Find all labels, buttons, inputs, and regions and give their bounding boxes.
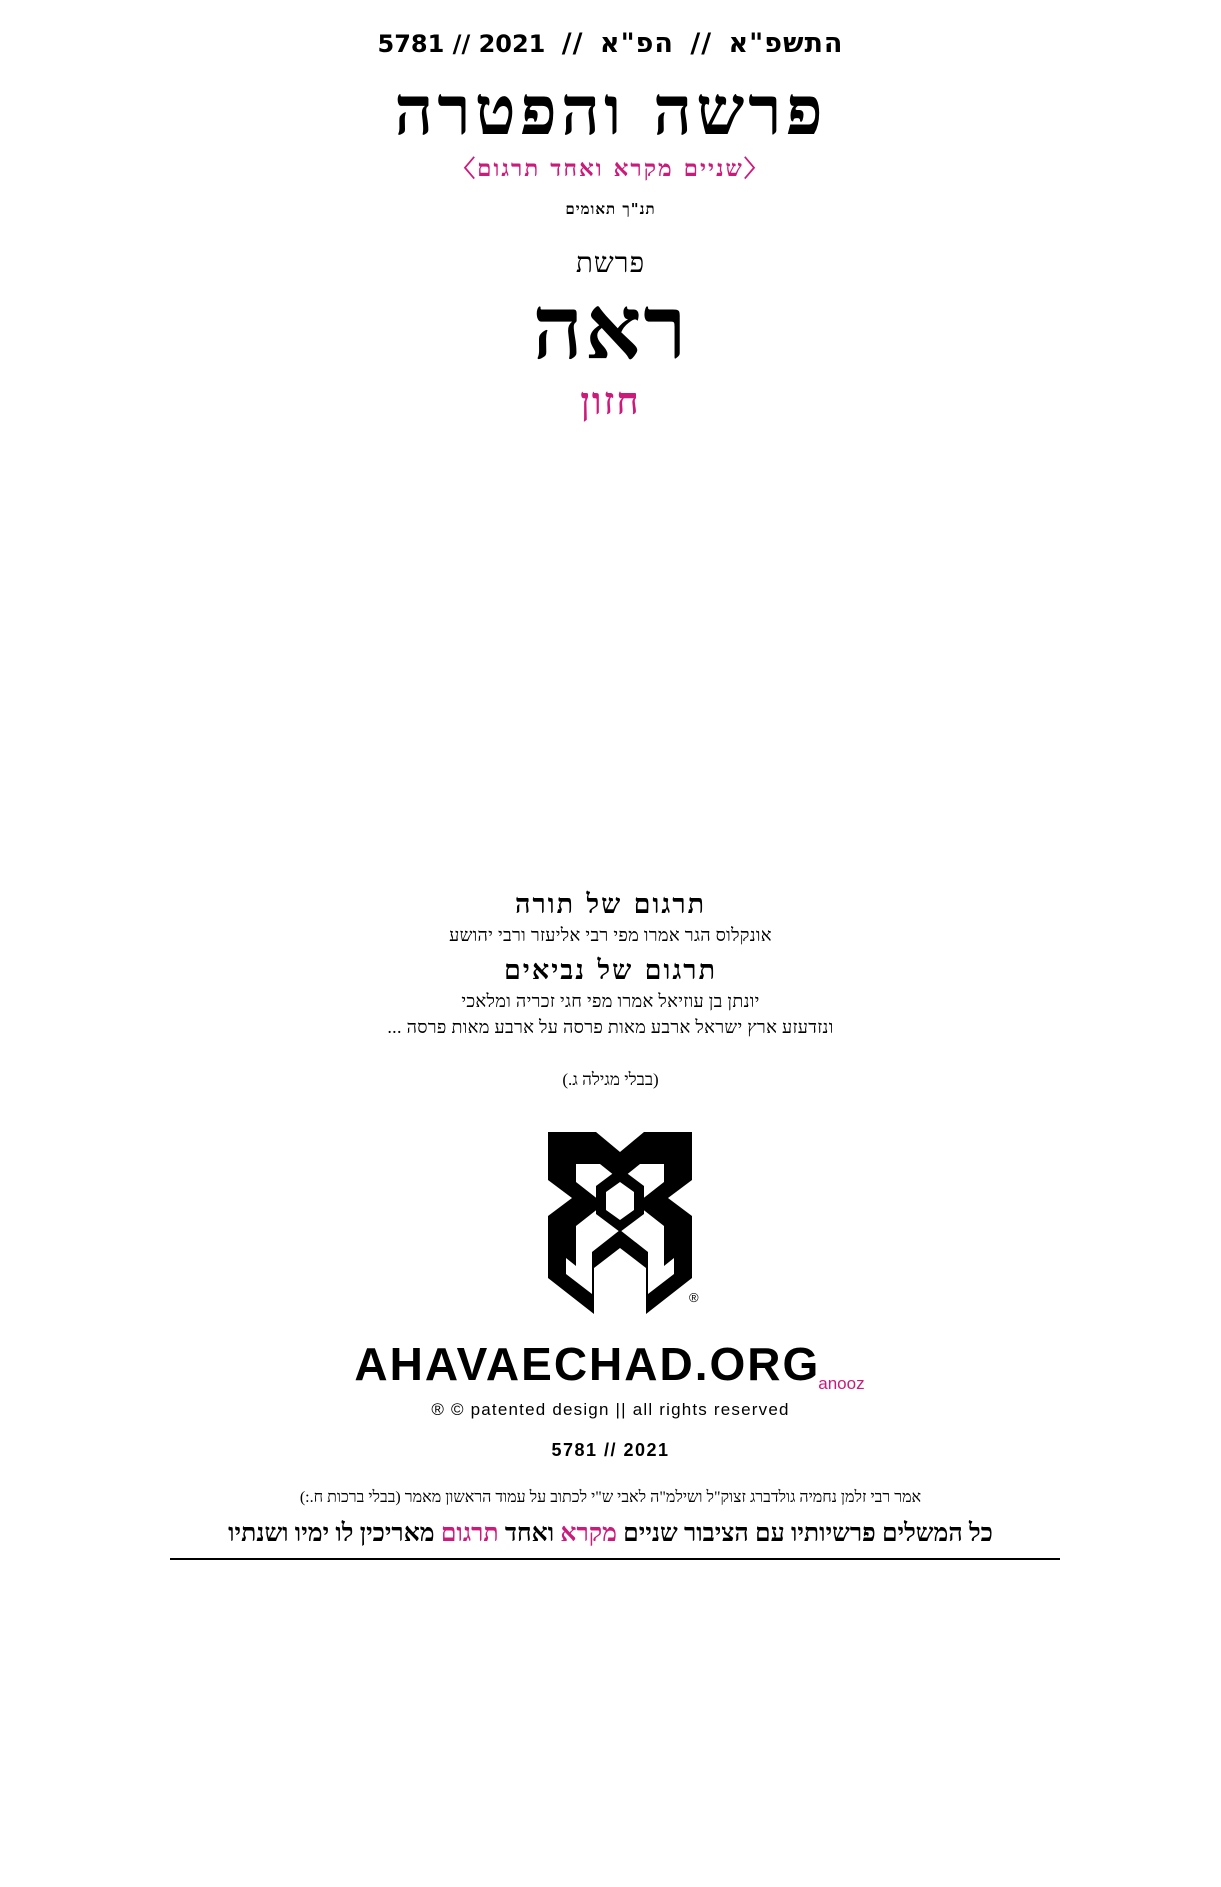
header-book-abbrev: הפ"א [599,28,674,59]
page-subtitle-pink: 〈שניים מקרא ואחד תרגום〉 [452,155,769,182]
credits-neviim-heading: תרגום של נביאים [503,954,718,986]
year-line: 5781 // 2021 [551,1440,670,1460]
rights-line: ® © patented design || all rights reserved [431,1400,790,1419]
site-name-text: AHAVAECHAD.ORG [354,1338,821,1390]
header-separator-1: // [690,28,713,59]
credits-neviim-text-2: ונזדעזע ארץ ישראל ארבע מאות פרסה על ארבע מאות פרסה ... [387,1016,834,1037]
header-line [0,28,1221,59]
credits-torah-text: אונקלוס הגר אמרו מפי רבי אליעזר ורבי יהושע [449,924,772,945]
footer-divider [170,1558,1060,1560]
header-hebrew-year: התשפ"א [728,28,844,59]
credits-neviim-text-1: יונתן בן עוזיאל אמרו מפי חגי זכריה ומלאכי [461,990,760,1011]
footer-big-targum: תרגום [440,1520,499,1547]
site-name-suffix: anooz [818,1374,865,1393]
parasha-sub-name: חזון [580,378,641,423]
ahavaechad-logo [0,1128,1221,1333]
page-subtitle-small: תנ"ך תאומים [565,200,656,218]
parasha-name: ראה [532,275,689,379]
footer-big-start: כל המשלים פרשיותיו עם הציבור שניים [616,1520,993,1547]
registered-mark-icon: ® [689,1290,699,1305]
page-title: פרשה והפטרה [394,71,827,151]
footer-small-line: אמר רבי זלמן נחמיה גולדברג זצוק"ל ושילמ"ה לאבי ש"י לכתוב על עמוד הראשון מאמר (בבלי ברכות ח.:) [299,1489,922,1506]
footer-big-end: מאריכין לו ימיו ושנתיו [228,1520,441,1547]
credits-source-note: (בבלי מגילה ג.) [562,1069,659,1089]
header-separator-2: // [561,28,584,59]
credits-torah-heading: תרגום של תורה [514,889,707,920]
footer-big-mid: ואחד [498,1520,561,1547]
site-name [0,1337,1221,1391]
footer-big-line [0,1520,1221,1548]
parasha-label: פרשת [575,248,646,279]
header-gregorian-year: 2021 // 5781 [377,30,546,58]
credits-block [0,888,1221,1090]
footer-big-mikra: מקרא [560,1520,617,1547]
